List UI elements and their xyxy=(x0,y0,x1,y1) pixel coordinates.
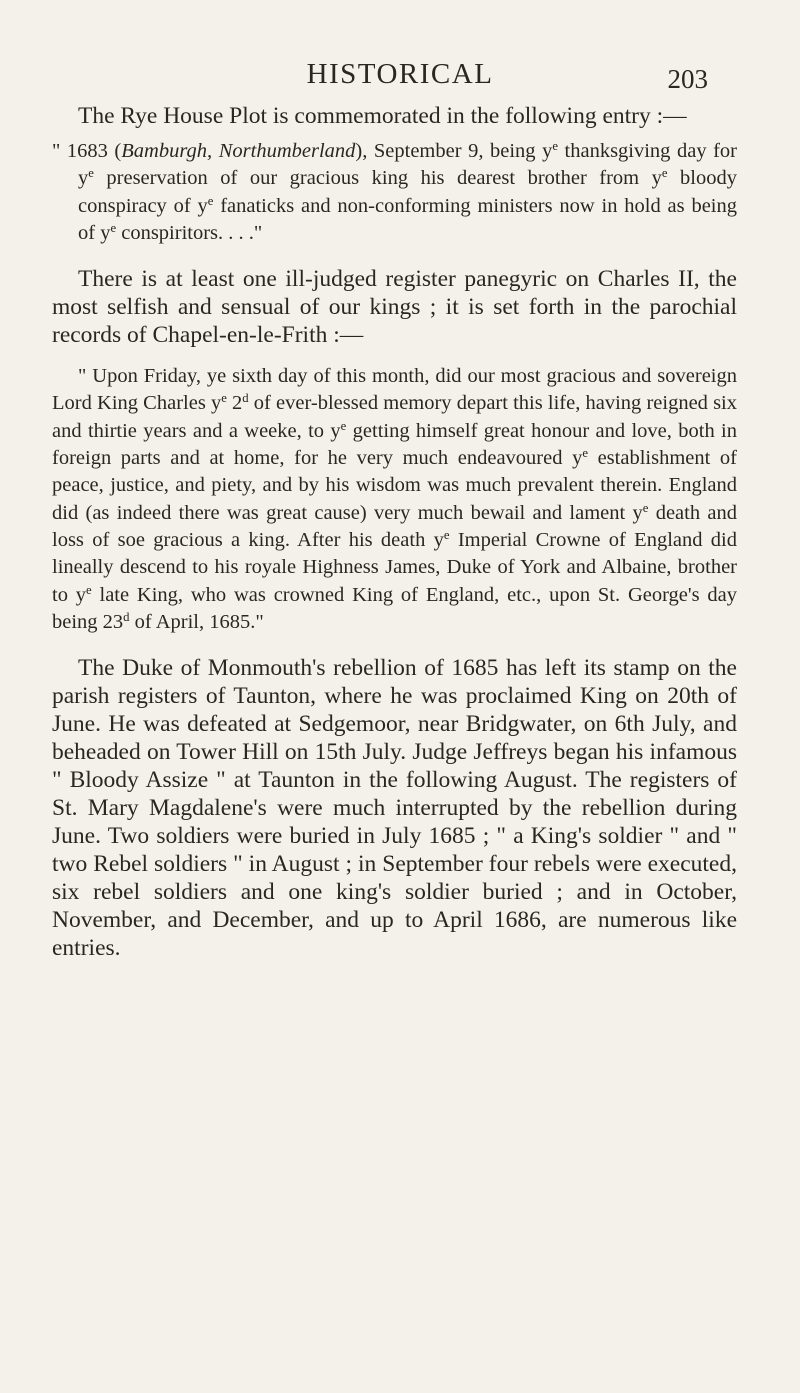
paragraph-charles-ii: There is at least one ill-judged register panegyric on Charles II, the most selfish and sensual of our kings ; it is set forth in the parochial records of Chapel-en-le-Frith :— xyxy=(52,266,737,349)
running-title: HISTORICAL xyxy=(306,58,494,90)
paragraph-rye-house: The Rye House Plot is commemorated in the following entry :— xyxy=(78,103,687,129)
paragraph-monmouth: The Duke of Monmouth's rebellion of 1685 has left its stamp on the parish registers of Taunton, where he was proclaimed King on 20th of June. He was defeated at Sedgemoor, near Bridgwater, on 6th July, and beheaded on Tower Hill on 15th July. Judge Jeffreys began his infamous " Bloody Assize " at Taunton in the following August. The registers of St. Mary Magdalene's were much interrupted by the rebellion during June. Two soldiers were buried in July 1685 ; " a King's soldier " and " two Rebel soldiers " in August ; in September four rebels were executed, six rebel soldiers and one king's soldier buried ; and in October, November, and December, and up to April 1686, are numerous like entries. xyxy=(52,655,737,962)
page-header xyxy=(0,58,800,98)
quote-place: Bamburgh, Northumberland xyxy=(121,140,356,162)
quote-chapel-en-le-frith: " Upon Friday, ye sixth day of this month, did our most gracious and sovereign Lord King Charles $y^e$ 2$^d$ of ever-blessed memory depart this life, having reigned six and thirtie years and a weeke, to $y^e$ getting himself great honour and love, both in foreign parts and at home, for he very much endeavoured $y^e$ establishment of peace, justice, and piety, and by his wisdom was much prevalent therein. England did (as indeed there was great cause) very much bewail and lament $y^e$ death and loss of soe gracious a king. After his death $y^e$ Imperial Crowne of England did lineally descend to his royale Highness James, Duke of York and Albaine, brother to $y^e$ late King, who was crowned King of England, etc., upon St. George's day being 23$^d$ of April, 1685." xyxy=(52,365,738,633)
page-number: 203 xyxy=(667,64,708,94)
page-body xyxy=(52,102,737,962)
quote-bamburgh: " 1683 (Bamburgh, Northumberland), September 9, being $y^e$ thanksgiving day for $y^e$ preservation of our gracious king his dearest brother from $y^e$ bloody conspiracy of $y^e$ fanaticks and non-conforming ministers now in hold as being of $y^e$ conspiritors. . . ." xyxy=(52,139,738,244)
